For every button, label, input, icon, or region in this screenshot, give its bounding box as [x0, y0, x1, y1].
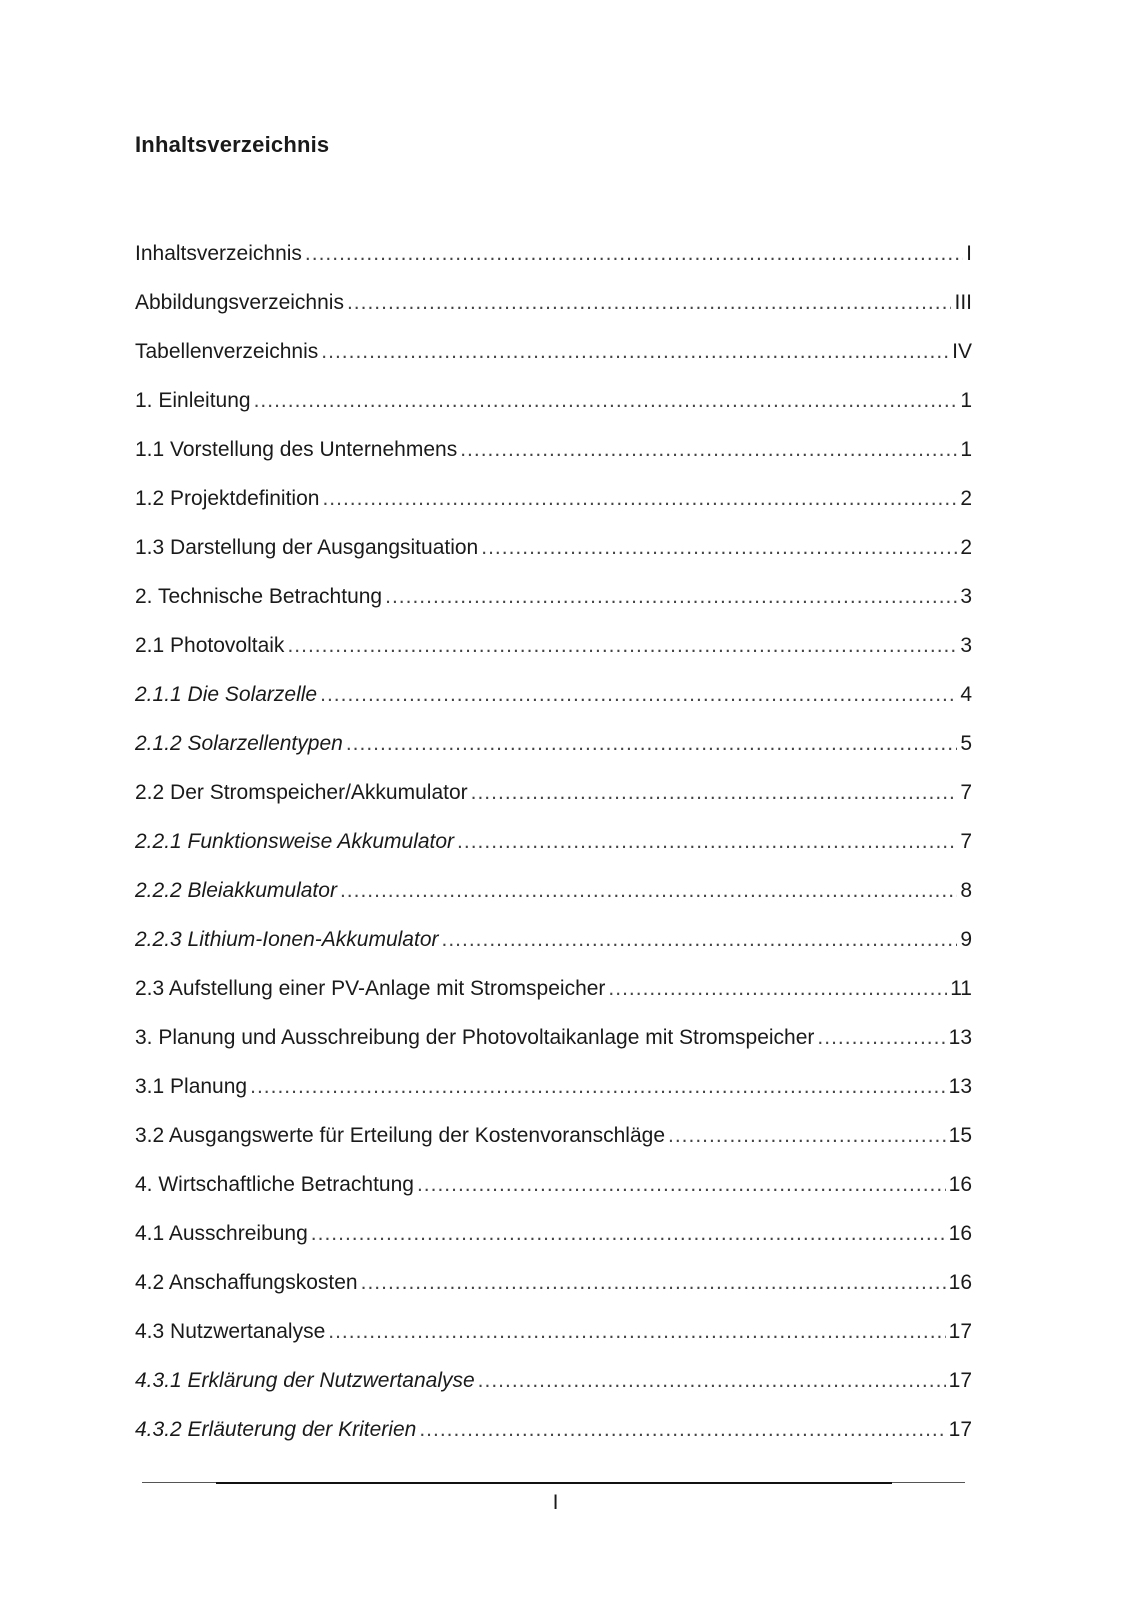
toc-dot-leader [250, 1073, 946, 1101]
toc-entry-page: 9 [960, 928, 972, 951]
toc-entry-page: 15 [948, 1124, 972, 1147]
toc-dot-leader [419, 1416, 945, 1444]
toc-entry[interactable] [135, 436, 972, 485]
toc-entry[interactable] [135, 1073, 972, 1122]
toc-entry-label: 4.3 Nutzwertanalyse [135, 1320, 326, 1343]
toc-entry[interactable] [135, 1171, 972, 1220]
toc-entry-label: 1. Einleitung [135, 389, 251, 412]
toc-dot-leader [460, 436, 957, 464]
toc-entry-label: 2. Technische Betrachtung [135, 585, 383, 608]
toc-dot-leader [254, 387, 958, 415]
toc-entry[interactable] [135, 632, 972, 681]
toc-entry-label: 2.3 Aufstellung einer PV-Anlage mit Stromspeicher [135, 977, 606, 1000]
toc-entry-page: 16 [948, 1173, 972, 1196]
toc-entry-label: 2.2.1 Funktionsweise Akkumulator [135, 830, 455, 853]
toc-entry-page: 13 [948, 1026, 972, 1049]
toc-dot-leader [361, 1269, 946, 1297]
toc-entry-label: 4.3.1 Erklärung der Nutzwertanalyse [135, 1369, 475, 1392]
toc-dot-leader [478, 1367, 946, 1395]
toc-dot-leader [442, 926, 958, 954]
toc-dot-leader [385, 583, 957, 611]
toc-dot-leader [328, 1318, 945, 1346]
toc-entry-label: 1.3 Darstellung der Ausgangsituation [135, 536, 479, 559]
toc-entry-page: 1 [960, 438, 972, 461]
toc-entry-label: 4.3.2 Erläuterung der Kriterien [135, 1418, 417, 1441]
toc-entry-label: 4.2 Anschaffungskosten [135, 1271, 358, 1294]
toc-entry-page: 11 [950, 977, 972, 1000]
toc-entry[interactable] [135, 1318, 972, 1367]
toc-entry-label: 1.1 Vorstellung des Unternehmens [135, 438, 458, 461]
toc-entry-label: 3.1 Planung [135, 1075, 248, 1098]
toc-entry[interactable] [135, 779, 972, 828]
toc-entry-page: 17 [948, 1320, 972, 1343]
toc-entry-page: 5 [960, 732, 972, 755]
toc-entry-page: 3 [960, 634, 972, 657]
toc-entry-label: 2.1 Photovoltaik [135, 634, 285, 657]
toc-entry-page: 16 [948, 1271, 972, 1294]
toc-dot-leader [668, 1122, 946, 1150]
footer-divider-bold [216, 1482, 892, 1484]
toc-entry-label: 4.1 Ausschreibung [135, 1222, 308, 1245]
toc-entry[interactable] [135, 926, 972, 975]
toc-entry[interactable] [135, 387, 972, 436]
toc-entry-label: 3.2 Ausgangswerte für Erteilung der Kostenvoranschläge [135, 1124, 665, 1147]
toc-entry-page: 7 [960, 781, 972, 804]
toc-entry-label: Abbildungsverzeichnis [135, 291, 344, 314]
toc-entry[interactable] [135, 1367, 972, 1416]
toc-dot-leader [320, 681, 957, 709]
toc-entry-page: 7 [960, 830, 972, 853]
toc-entry[interactable] [135, 1122, 972, 1171]
toc-dot-leader [311, 1220, 946, 1248]
toc-entry-label: Inhaltsverzeichnis [135, 242, 302, 265]
toc-entry-label: 3. Planung und Ausschreibung der Photovoltaikanlage mit Stromspeicher [135, 1026, 815, 1049]
toc-entry-page: 17 [948, 1369, 972, 1392]
toc-entry[interactable] [135, 877, 972, 926]
toc-entry[interactable] [135, 338, 972, 387]
toc-entry-page: 2 [960, 536, 972, 559]
toc-entry-page: 1 [960, 389, 972, 412]
table-of-contents [135, 240, 972, 1465]
toc-dot-leader [347, 289, 952, 317]
toc-entry[interactable] [135, 289, 972, 338]
toc-entry[interactable] [135, 534, 972, 583]
toc-entry[interactable] [135, 681, 972, 730]
toc-entry[interactable] [135, 485, 972, 534]
toc-dot-leader [817, 1024, 945, 1052]
toc-entry-label: 2.2.2 Bleiakkumulator [135, 879, 337, 902]
toc-entry[interactable] [135, 828, 972, 877]
toc-dot-leader [471, 779, 958, 807]
toc-entry-label: 4. Wirtschaftliche Betrachtung [135, 1173, 414, 1196]
toc-entry[interactable] [135, 1024, 972, 1073]
toc-entry-label: 1.2 Projektdefinition [135, 487, 320, 510]
toc-dot-leader [417, 1171, 946, 1199]
toc-dot-leader [305, 240, 963, 268]
toc-entry-page: IV [952, 340, 972, 363]
page-title: Inhaltsverzeichnis [135, 132, 330, 157]
toc-entry-label: Tabellenverzeichnis [135, 340, 319, 363]
toc-dot-leader [457, 828, 957, 856]
toc-entry-page: I [966, 242, 972, 265]
toc-entry-page: 8 [960, 879, 972, 902]
toc-entry-page: III [954, 291, 972, 314]
toc-entry-page: 16 [948, 1222, 972, 1245]
toc-entry[interactable] [135, 1220, 972, 1269]
toc-dot-leader [481, 534, 957, 562]
toc-entry-label: 2.1.2 Solarzellentypen [135, 732, 343, 755]
toc-entry-page: 4 [960, 683, 972, 706]
toc-entry-page: 17 [948, 1418, 972, 1441]
toc-entry-page: 13 [948, 1075, 972, 1098]
toc-dot-leader [346, 730, 958, 758]
toc-entry-page: 3 [960, 585, 972, 608]
toc-entry[interactable] [135, 1269, 972, 1318]
toc-entry[interactable] [135, 730, 972, 779]
page-number: I [552, 1491, 559, 1514]
toc-dot-leader [322, 485, 957, 513]
toc-dot-leader [608, 975, 947, 1003]
toc-entry-label: 2.1.1 Die Solarzelle [135, 683, 318, 706]
toc-entry-label: 2.2 Der Stromspeicher/Akkumulator [135, 781, 468, 804]
toc-dot-leader [340, 877, 957, 905]
toc-entry[interactable] [135, 583, 972, 632]
toc-dot-leader [287, 632, 957, 660]
toc-entry-page: 2 [960, 487, 972, 510]
toc-dot-leader [321, 338, 949, 366]
toc-entry[interactable] [135, 1416, 972, 1465]
toc-entry-label: 2.2.3 Lithium-Ionen-Akkumulator [135, 928, 439, 951]
toc-entry[interactable] [135, 240, 972, 289]
toc-entry[interactable] [135, 975, 972, 1024]
